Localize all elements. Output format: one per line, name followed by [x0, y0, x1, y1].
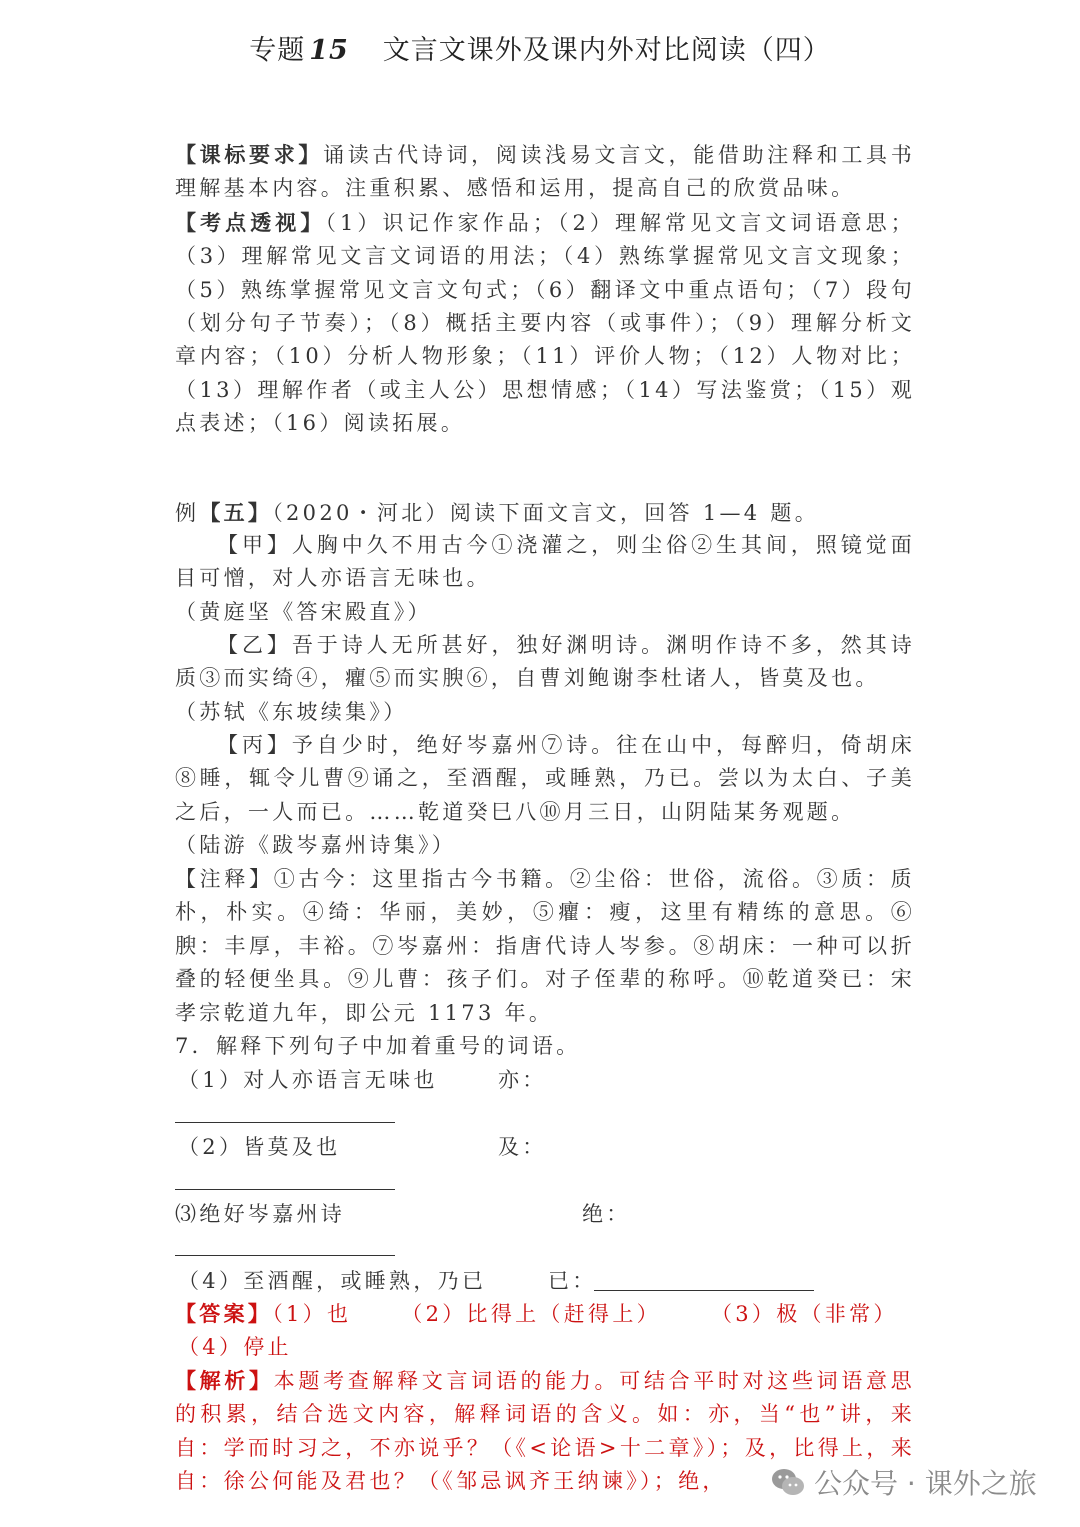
watermark: [770, 1462, 1037, 1502]
answer-1: （1）也: [272, 1302, 352, 1326]
answer-blank-1[interactable]: [175, 1122, 395, 1123]
passage-b-source: （苏轼《东坡续集》）: [175, 700, 408, 724]
title-text: 文言文课外及课内外对比阅读（四）: [382, 35, 831, 66]
passage-b-label: 【乙】: [217, 633, 292, 657]
example-text: （2020・河北）阅读下面文言文，回答 1—4 题。: [272, 501, 820, 525]
passage-b: [175, 629, 915, 696]
question-item-2-sentence: （2）皆莫及也: [178, 1135, 341, 1159]
passage-a: [175, 529, 915, 596]
passage-c: [175, 729, 915, 829]
exam-points-text: （1）识记作家作品；（2）理解常见文言文词语意思；（3）理解常见文言文词语的用法；（4）熟练掌握常见文言文现象；（5）熟练掌握常见文言文句式；（6）翻译文中重点语句；（7）段句（划分句子节奏）；（8）概括主要内容（或事件）；（9）理解分析文章内容；（10）分析人物形象；（11）评价人物；（12）人物对比；（13）理解作者（或主人公）思想情感；（14）写法鉴赏；（15）观点表述；（16）阅读拓展。: [175, 210, 915, 436]
watermark-text: 公众号 · 课外之旅: [814, 1467, 1037, 1500]
analysis-text: 本题考查解释文言词语的能力。可结合平时对这些词语意思的积累，结合选文内容，解释词语的含义。如：亦，当“也”讲，来自：学而时习之，不亦说乎？（《<论语>十二章》）；及，比得上，来自：徐公何能及君也？（《邹忌讽齐王纳谏》）；绝，: [175, 1369, 915, 1494]
analysis-label: 【解析】: [175, 1368, 274, 1393]
notes-text: ①古今：这里指古今书籍。②尘俗：世俗，流俗。③质：质朴，朴实。④绮：华丽，美妙，⑤癯：瘦，这里有精练的意思。⑥腴：丰厚，丰裕。⑦岑嘉州：指唐代诗人岑参。⑧胡床：一种可以折叠的轻便坐具。⑨儿曹：孩子们。对子侄辈的称呼。⑩乾道癸已：宋孝宗乾道九年，即公元 1173 年。: [175, 867, 915, 1025]
question-item-3-sentence: ⑶绝好岑嘉州诗: [175, 1202, 346, 1226]
answer-line: [175, 1298, 898, 1328]
notes-label: 【注释】: [175, 867, 274, 891]
exam-points-label: 【考点透视】: [175, 209, 326, 235]
question-item-3-word: 绝：: [582, 1202, 631, 1226]
requirements-text: 诵读古代诗词，阅读浅易文言文，能借助注释和工具书理解基本内容。注重积累、感悟和运用，提高自己的欣赏品味。: [175, 143, 915, 201]
question-item-4-sentence: （4）至酒醒，或睡熟，乃已: [178, 1269, 487, 1293]
passage-c-source: （陆游《跋岑嘉州诗集》）: [175, 833, 457, 857]
passage-a-label: 【甲】: [217, 533, 292, 557]
answer-2: （2）比得上（赶得上）: [401, 1302, 661, 1326]
question-item-2-word: 及：: [498, 1135, 547, 1159]
answer-blank-4[interactable]: [594, 1290, 814, 1291]
answer-4: （4）停止: [178, 1335, 292, 1359]
page-title: [0, 28, 1080, 67]
wechat-icon: [770, 1464, 806, 1500]
question-item-4-word: 已：: [548, 1269, 597, 1293]
example-prefix: 例: [175, 501, 200, 525]
title-number: 15: [309, 35, 349, 66]
passage-b-text: 吾于诗人无所甚好，独好渊明诗。渊明作诗不多，然其诗质③而实绮④，癯⑤而实腴⑥，自曹刘鲍谢李杜诸人，皆莫及也。: [175, 633, 915, 691]
notes-section: [175, 863, 915, 1030]
requirements-label: 【课标要求】: [175, 142, 324, 167]
passage-a-source: （黄庭坚《答宋殿直》）: [175, 600, 432, 624]
answer-label: 【答案】: [175, 1301, 273, 1326]
passage-a-text: 人胸中久不用古今①浇灌之，则尘俗②生其间，照镜觉面目可憎，对人亦语言无味也。: [175, 533, 915, 591]
passage-c-text: 予自少时，绝好岑嘉州⑦诗。往在山中，每醉归，倚胡床⑧睡，辄令儿曹⑨诵之，至酒醒，或睡熟，乃已。尝以为太白、子美之后，一人而已。……乾道癸巳八⑩月三日，山阴陆某务观题。: [175, 733, 915, 824]
passage-c-label: 【丙】: [217, 733, 292, 757]
question-stem: 7．解释下列句子中加着重号的词语。: [175, 1034, 581, 1058]
answer-blank-2[interactable]: [175, 1189, 395, 1190]
example-label: 【五】: [199, 500, 273, 525]
question-item-1-word: 亦：: [498, 1068, 547, 1092]
question-item-1-sentence: （1）对人亦语言无味也: [178, 1068, 438, 1092]
requirements-section: [175, 138, 915, 441]
title-prefix: 专题: [249, 35, 306, 66]
answer-blank-3[interactable]: [175, 1255, 395, 1256]
example-header: [175, 496, 915, 530]
answer-3: （3）极（非常）: [710, 1302, 898, 1326]
